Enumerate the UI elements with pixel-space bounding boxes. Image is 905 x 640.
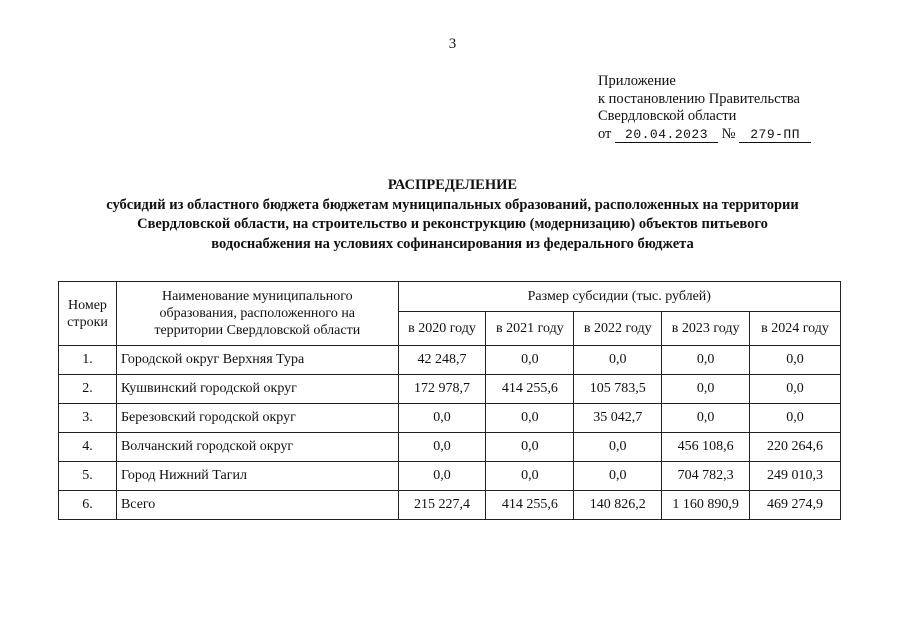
row-number-cell: 5. <box>59 462 117 491</box>
table-row <box>59 433 841 462</box>
value-2021-cell: 0,0 <box>486 433 574 462</box>
document-subtitle-line-1: субсидий из областного бюджета бюджетам муниципальных образований, расположенных на территории <box>106 196 799 213</box>
value-2022-cell: 140 826,2 <box>574 491 662 520</box>
table-row <box>59 346 841 375</box>
value-2023-cell: 0,0 <box>662 375 750 404</box>
municipality-name-cell: Городской округ Верхняя Тура <box>116 346 398 375</box>
row-number-cell: 6. <box>59 491 117 520</box>
municipality-name-cell: Березовский городской округ <box>116 404 398 433</box>
appendix-line-1: Приложение <box>598 73 676 89</box>
value-2024-cell: 0,0 <box>750 346 841 375</box>
appendix-line-3: Свердловской области <box>598 108 737 124</box>
value-2022-cell: 0,0 <box>574 346 662 375</box>
value-2024-cell: 0,0 <box>750 404 841 433</box>
header-subsidy-size: Размер субсидии (тыс. рублей) <box>398 282 840 312</box>
value-2021-cell: 0,0 <box>486 404 574 433</box>
date-prefix: от <box>598 125 612 142</box>
header-year-2024: в 2024 году <box>750 312 841 346</box>
page-number: 3 <box>448 36 457 52</box>
value-2021-cell: 0,0 <box>486 346 574 375</box>
header-year-2020: в 2020 году <box>398 312 486 346</box>
row-number-cell: 4. <box>59 433 117 462</box>
header-year-2022: в 2022 году <box>574 312 662 346</box>
appendix-line-2: к постановлению Правительства <box>598 90 800 107</box>
header-year-2021: в 2021 году <box>486 312 574 346</box>
value-2020-cell: 0,0 <box>398 433 486 462</box>
value-2020-cell: 42 248,7 <box>398 346 486 375</box>
value-2024-cell: 469 274,9 <box>750 491 841 520</box>
resolution-date: 20.04.2023 <box>615 127 718 143</box>
document-subtitle-line-3: водоснабжения на условиях софинансирования из федерального бюджета <box>211 235 694 252</box>
value-2023-cell: 0,0 <box>662 404 750 433</box>
document-heading <box>0 176 905 254</box>
header-row-number: Номер строки <box>59 282 117 346</box>
value-2022-cell: 0,0 <box>574 462 662 491</box>
subsidy-table <box>58 281 841 520</box>
value-2020-cell: 0,0 <box>398 462 486 491</box>
value-2024-cell: 249 010,3 <box>750 462 841 491</box>
appendix-block <box>598 73 811 143</box>
value-2021-cell: 414 255,6 <box>486 375 574 404</box>
value-2020-cell: 215 227,4 <box>398 491 486 520</box>
header-municipality-name: Наименование муниципального образования, расположенного на территории Свердловской области <box>116 282 398 346</box>
table-row <box>59 375 841 404</box>
document-subtitle-line-2: Свердловской области, на строительство и реконструкцию (модернизацию) объектов питьевого <box>137 216 768 232</box>
resolution-number: 279-ПП <box>739 127 811 143</box>
municipality-name-cell: Волчанский городской округ <box>116 433 398 462</box>
value-2024-cell: 0,0 <box>750 375 841 404</box>
table-row <box>59 404 841 433</box>
value-2022-cell: 35 042,7 <box>574 404 662 433</box>
value-2023-cell: 704 782,3 <box>662 462 750 491</box>
row-number-cell: 3. <box>59 404 117 433</box>
header-year-2023: в 2023 году <box>662 312 750 346</box>
table-row-total <box>59 491 841 520</box>
value-2022-cell: 105 783,5 <box>574 375 662 404</box>
value-2023-cell: 1 160 890,9 <box>662 491 750 520</box>
municipality-name-cell: Кушвинский городской округ <box>116 375 398 404</box>
municipality-name-cell: Всего <box>116 491 398 520</box>
number-prefix: № <box>721 125 736 142</box>
appendix-date-line <box>598 126 811 144</box>
value-2020-cell: 172 978,7 <box>398 375 486 404</box>
table-row <box>59 462 841 491</box>
value-2023-cell: 456 108,6 <box>662 433 750 462</box>
value-2021-cell: 414 255,6 <box>486 491 574 520</box>
value-2023-cell: 0,0 <box>662 346 750 375</box>
row-number-cell: 2. <box>59 375 117 404</box>
value-2024-cell: 220 264,6 <box>750 433 841 462</box>
value-2021-cell: 0,0 <box>486 462 574 491</box>
document-title: РАСПРЕДЕЛЕНИЕ <box>387 177 518 193</box>
value-2020-cell: 0,0 <box>398 404 486 433</box>
value-2022-cell: 0,0 <box>574 433 662 462</box>
municipality-name-cell: Город Нижний Тагил <box>116 462 398 491</box>
row-number-cell: 1. <box>59 346 117 375</box>
